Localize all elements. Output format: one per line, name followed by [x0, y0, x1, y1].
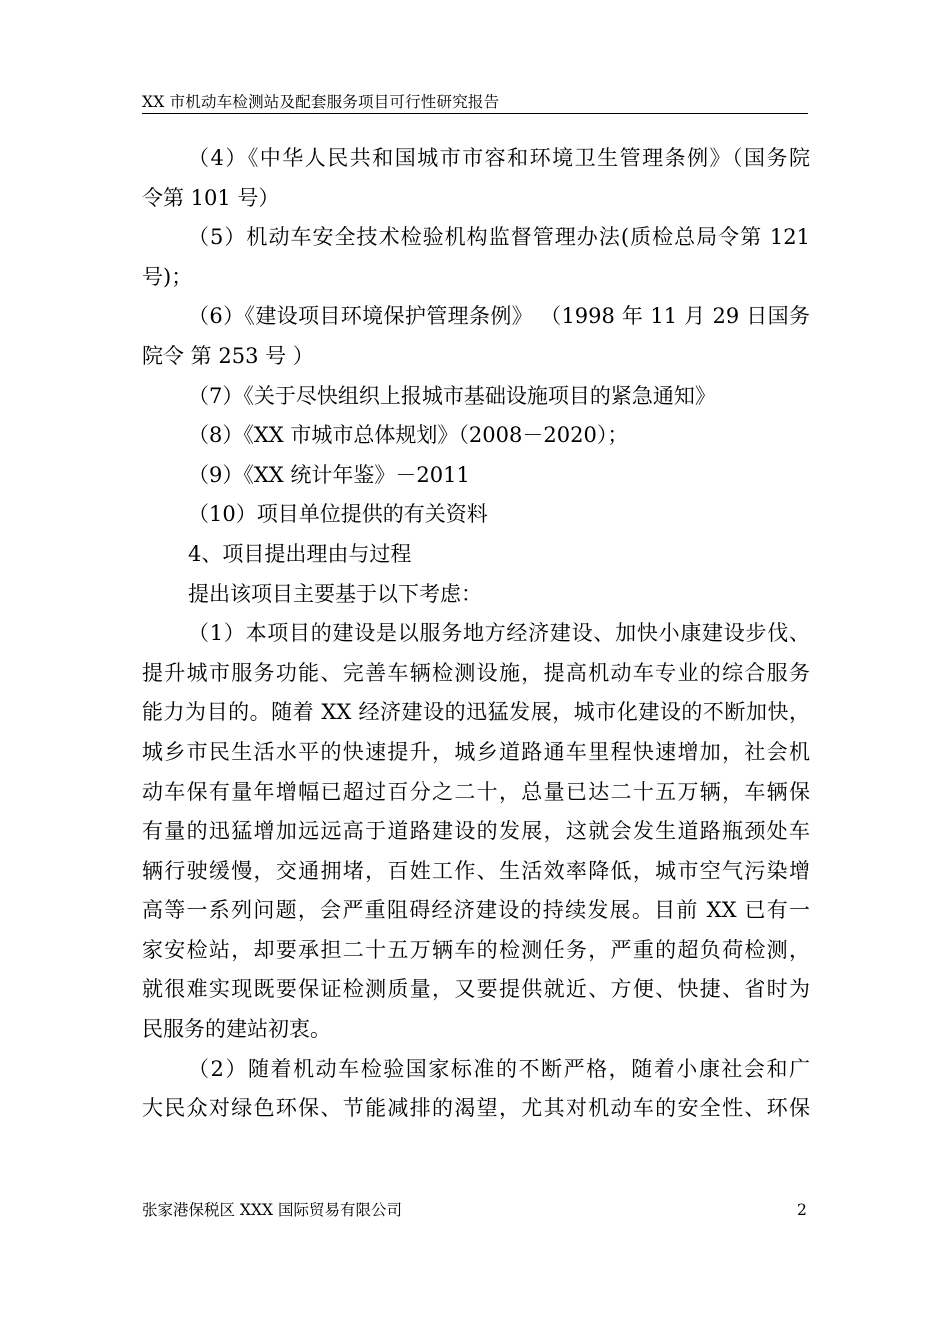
text-line: 有量的迅猛增加远远高于道路建设的发展，这就会发生道路瓶颈处车	[142, 819, 810, 844]
footer-company-name: 张家港保税区 XXX 国际贸易有限公司	[142, 1201, 402, 1219]
text-line: （8）《XX 市城市总体规划》（2008－2020）；	[188, 423, 629, 448]
text-line: 家安检站，却要承担二十五万辆车的检测任务，严重的超负荷检测，	[142, 937, 810, 962]
text-line: 大民众对绿色环保、节能减排的渴望，尤其对机动车的安全性、环保	[142, 1096, 810, 1121]
header-divider	[142, 113, 808, 114]
page-number: 2	[797, 1201, 807, 1219]
text-line: （7）《关于尽快组织上报城市基础设施项目的紧急通知》	[188, 383, 716, 408]
text-line: 城乡市民生活水平的快速提升，城乡道路通车里程快速增加，社会机	[142, 739, 810, 764]
document-body	[142, 139, 810, 1129]
text-line: （10）项目单位提供的有关资料	[188, 502, 488, 527]
text-line: 号)；	[142, 264, 193, 289]
text-line: （9）《XX 统计年鉴》－2011	[188, 462, 470, 487]
text-line: （6）《建设项目环境保护管理条例》 （1998 年 11 月 29 日国务	[188, 304, 810, 329]
text-line: 辆行驶缓慢，交通拥堵，百姓工作、生活效率降低，城市空气污染增	[142, 858, 810, 883]
text-line: 提出该项目主要基于以下考虑：	[188, 581, 482, 606]
text-line: 能力为目的。随着 XX 经济建设的迅猛发展，城市化建设的不断加快，	[142, 700, 810, 725]
running-header: XX 市机动车检测站及配套服务项目可行性研究报告	[142, 93, 500, 111]
text-line: 高等一系列问题，会严重阻碍经济建设的持续发展。目前 XX 已有一	[142, 898, 810, 923]
text-line: （5）机动车安全技术检验机构监督管理办法(质检总局令第 121	[188, 225, 810, 250]
text-line: （4）《中华人民共和国城市市容和环境卫生管理条例》（国务院	[188, 146, 810, 170]
text-line: 院令 第 253 号 ）	[142, 343, 314, 368]
text-line: 动车保有量年增幅已超过百分之二十，总量已达二十五万辆，车辆保	[142, 779, 810, 804]
text-line: 就很难实现既要保证检测质量，又要提供就近、方便、快捷、省时为	[142, 977, 810, 1002]
text-line: （2）随着机动车检验国家标准的不断严格，随着小康社会和广	[188, 1056, 810, 1081]
text-line: （1）本项目的建设是以服务地方经济建设、加快小康建设步伐、	[188, 621, 810, 646]
text-line: 民服务的建站初衷。	[142, 1017, 331, 1042]
text-line: 提升城市服务功能、完善车辆检测设施，提高机动车专业的综合服务	[142, 660, 810, 685]
text-line: 4、项目提出理由与过程	[188, 541, 412, 566]
text-line: 令第 101 号）	[142, 185, 280, 210]
